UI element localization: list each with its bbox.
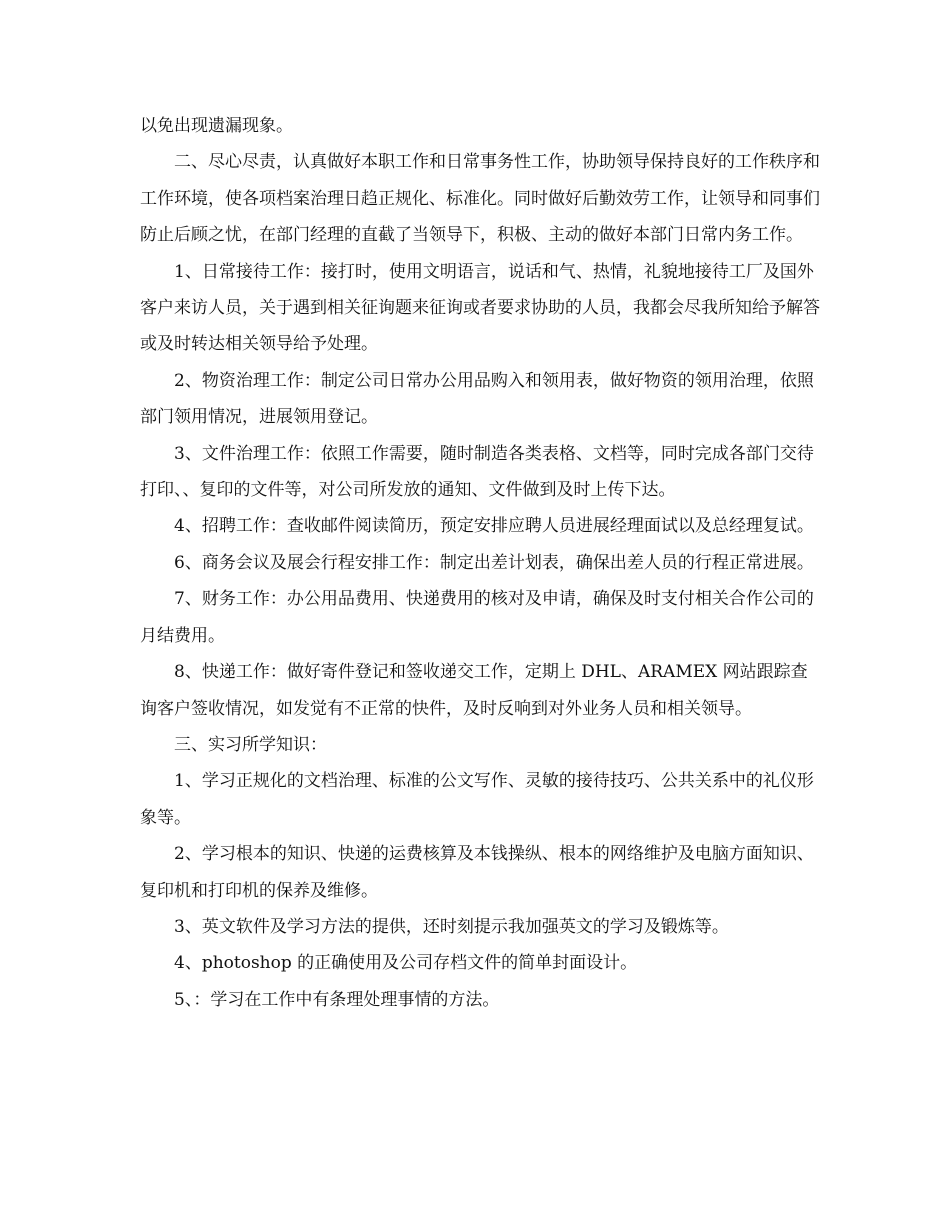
paragraph-learned-four: 4、photoshop 的正确使用及公司存档文件的简单封面设计。 [174, 953, 638, 974]
paragraph-learned-three: 3、英文软件及学习方法的提供，还时刻提示我加强英文的学习及锻炼等。 [174, 916, 729, 937]
paragraph-item-documents: 3、文件治理工作：依照工作需要，随时制造各类表格、文档等，同时完成各部门交待打印、、复印的文件等，对公司所发放的通知、文件做到及时上传下达。 [140, 443, 814, 501]
paragraph-item-business-trips: 6、商务会议及展会行程安排工作：制定出差计划表，确保出差人员的行程正常进展。 [174, 552, 814, 573]
paragraph-item-supplies: 2、物资治理工作：制定公司日常办公用品购入和领用表，做好物资的领用治理，依照部门领用情况，进展领用登记。 [140, 370, 814, 428]
paragraph-learned-two: 2、学习根本的知识、快递的运费核算及本钱操纵、根本的网络维护及电脑方面知识、复印机和打印机的保养及维修。 [140, 844, 814, 901]
paragraph-item-express: 8、快递工作：做好寄件登记和签收递交工作，定期上 DHL、ARAMEX 网站跟踪查询客户签收情况，如发觉有不正常的快件，及时反响到对外业务人员和相关领导。 [140, 662, 808, 719]
paragraph-section-three-heading: 三、实习所学知识： [174, 734, 327, 755]
paragraph-item-finance: 7、财务工作：办公用品费用、快递费用的核对及申请，确保及时支付相关合作公司的月结费用。 [140, 589, 814, 646]
paragraph-item-reception: 1、日常接待工作：接打时，使用文明语言，说话和气、热情，礼貌地接待工厂及国外客户来访人员，关于遇到相关征询题来征询或者要求协助的人员，我都会尽我所知给予解答或及时转达相关领导给予处理。 [140, 261, 820, 355]
paragraph-learned-five: 5、：学习在工作中有条理处理事情的方法。 [174, 989, 500, 1010]
paragraph-learned-one: 1、学习正规化的文档治理、标准的公文写作、灵敏的接待技巧、公共关系中的礼仪形象等。 [140, 771, 814, 828]
paragraph-continuation: 以免出现遗漏现象。 [140, 116, 293, 136]
paragraph-item-recruiting: 4、招聘工作：查收邮件阅读简历，预定安排应聘人员进展经理面试以及总经理复试。 [174, 516, 814, 537]
paragraph-section-two: 二、尽心尽责，认真做好本职工作和日常事务性工作，协助领导保持良好的工作秩序和工作环境，使各项档案治理日趋正规化、标准化。同时做好后勤效劳工作，让领导和同事们防止后顾之忧，在部门经理的直截了当领导下，积极、主动的做好本部门日常内务工作。 [140, 152, 820, 246]
document-body [140, 108, 820, 1018]
